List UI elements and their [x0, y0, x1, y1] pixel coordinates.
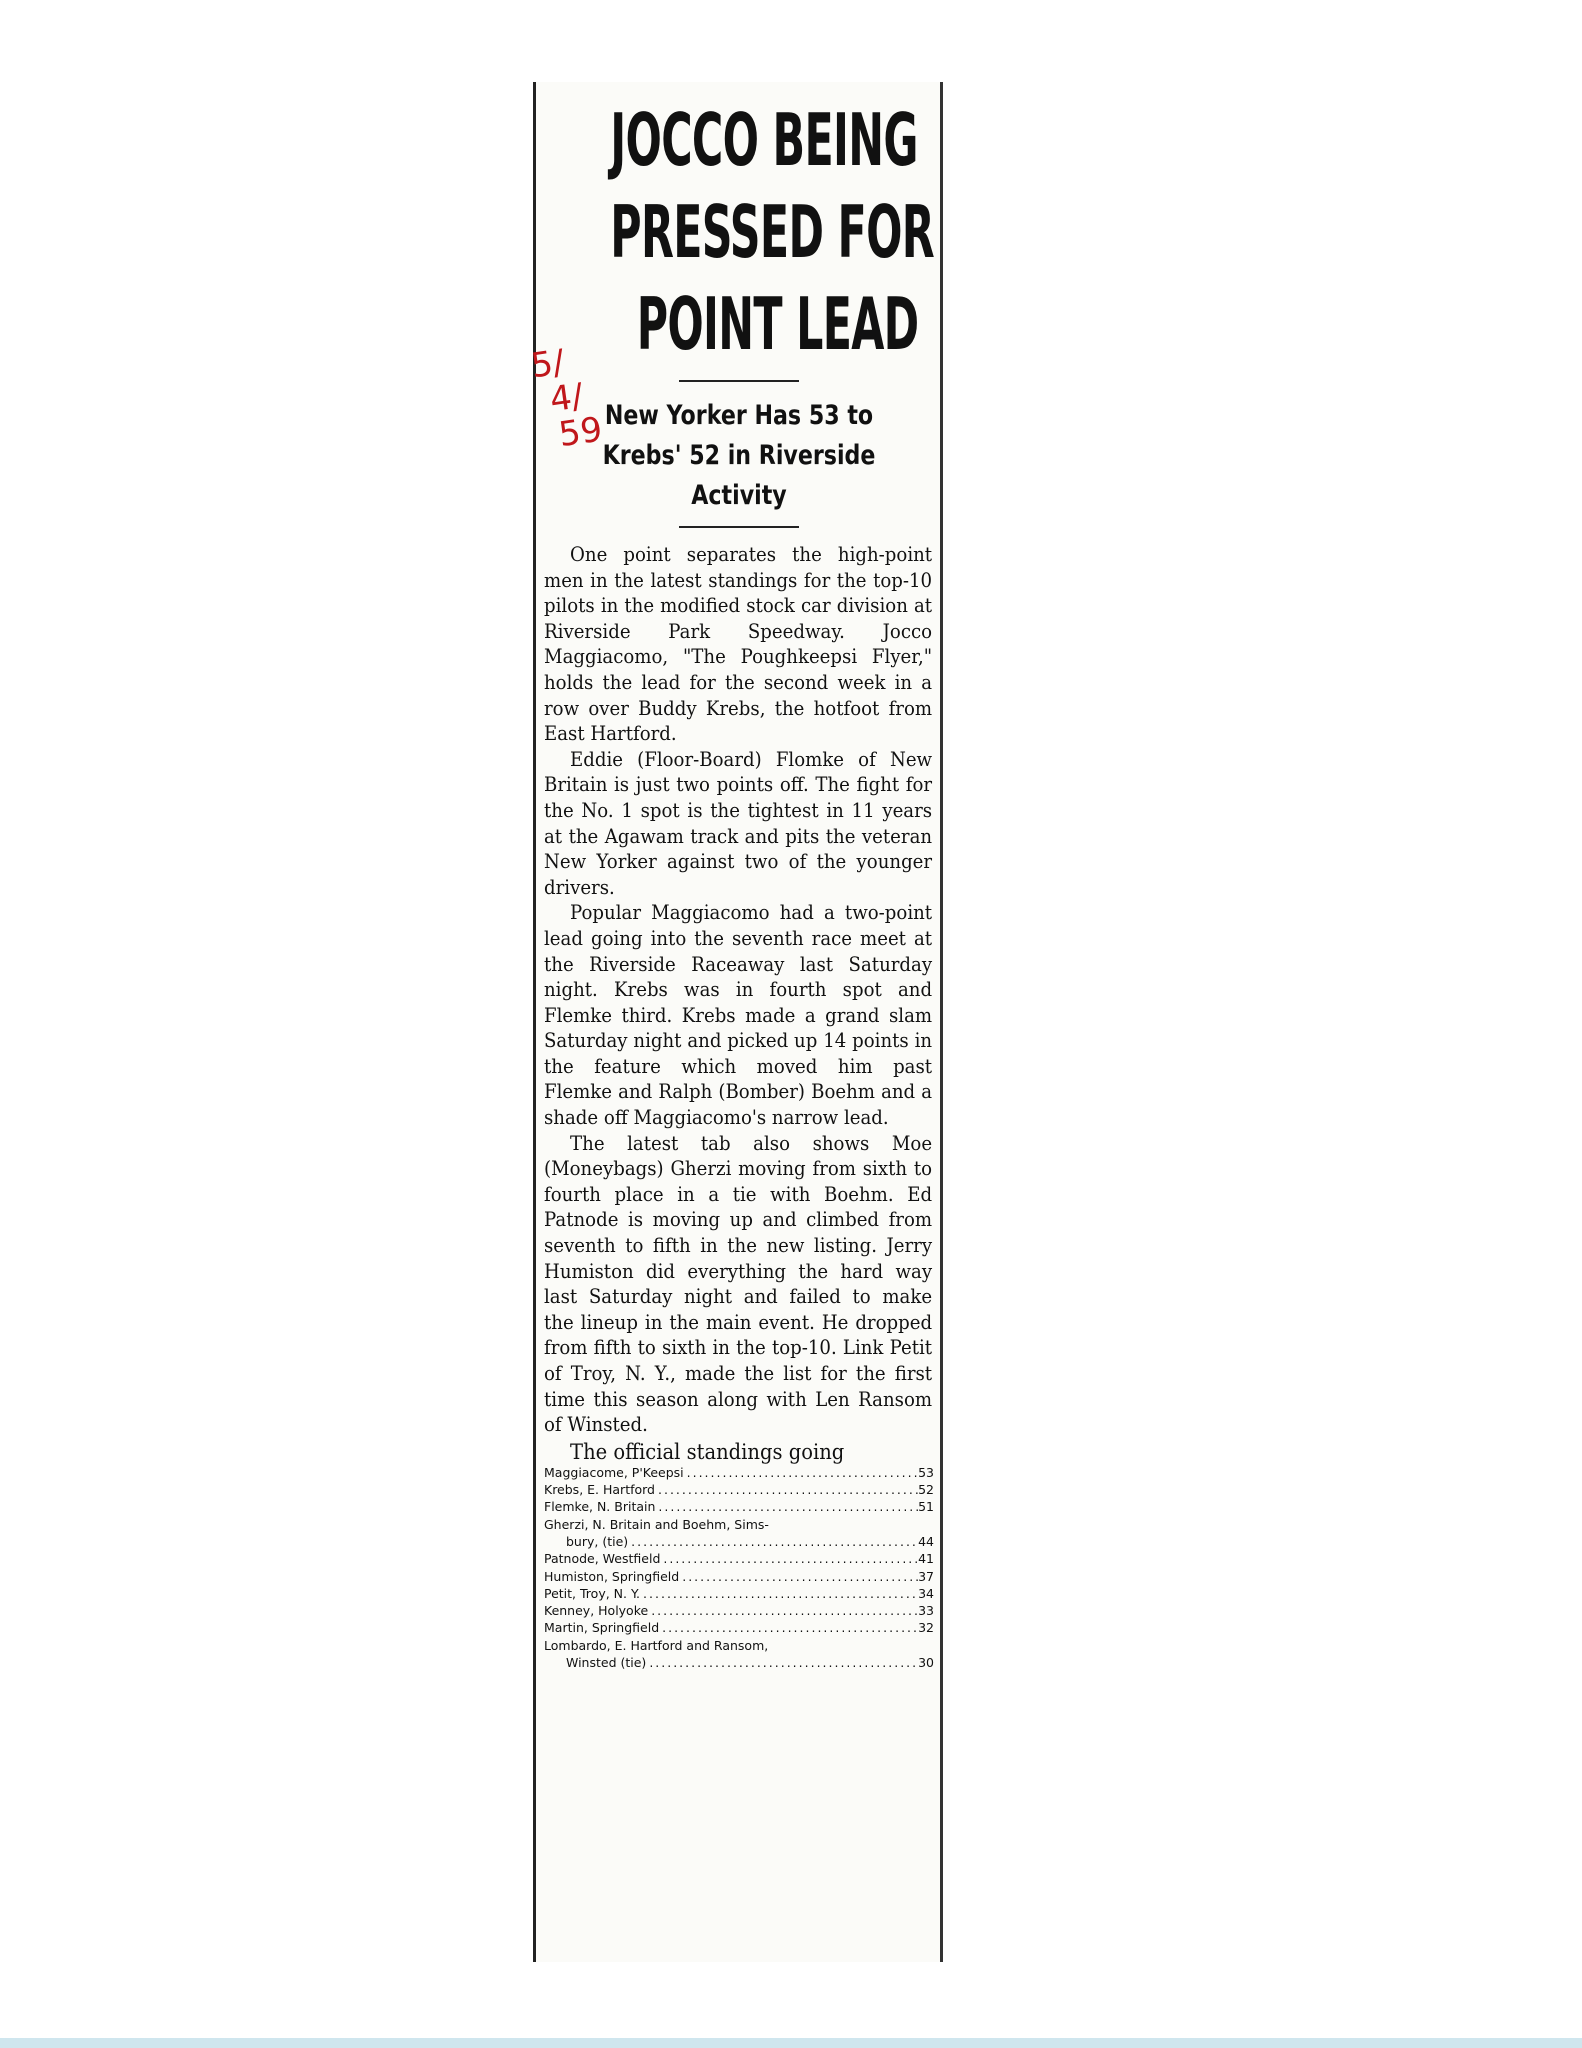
date-note-line: 59	[556, 409, 605, 456]
standings-row	[544, 1516, 934, 1533]
driver-name: Gherzi, N. Britain and Boehm, Sims-	[544, 1516, 769, 1532]
article-paragraph: Eddie (Floor-Board) Flomke of New Britain is just two points off. The fight for the No. 1 spot is the tightest in 11 years at the Agawam track and pits the veteran New Yorker against two of the younger drivers.	[544, 747, 933, 899]
standings-row	[544, 1619, 934, 1636]
headline	[544, 98, 935, 366]
driver-points: 44	[918, 1533, 934, 1549]
scan-edge	[0, 2038, 1582, 2048]
leader-dots	[660, 1550, 918, 1567]
standings-row	[544, 1550, 934, 1567]
driver-points: 33	[918, 1603, 934, 1619]
leader-dots	[628, 1533, 918, 1550]
driver-name: Kenney, Holyoke	[544, 1603, 649, 1619]
driver-points: 30	[918, 1655, 934, 1671]
driver-points: 34	[918, 1585, 934, 1601]
driver-points: 37	[918, 1568, 934, 1584]
headline-line: POINT LEAD	[636, 282, 919, 366]
standings-row	[544, 1533, 934, 1550]
date-note-line: 4/	[547, 375, 586, 421]
standings-rows	[544, 1464, 934, 1672]
leader-dots	[655, 1498, 918, 1515]
leader-dots	[655, 1481, 918, 1498]
subhead-line: Activity	[691, 480, 787, 511]
standings-row	[544, 1464, 934, 1481]
driver-name: Lombardo, E. Hartford and Ransom,	[544, 1637, 769, 1653]
subhead-line: Krebs' 52 in Riverside	[602, 440, 876, 471]
standings-row	[544, 1585, 934, 1602]
standings-row	[544, 1654, 934, 1671]
divider	[679, 380, 799, 382]
driver-name: bury, (tie)	[566, 1533, 629, 1549]
driver-points: 41	[918, 1551, 934, 1567]
newspaper-clipping	[528, 82, 943, 1962]
headline-line: PRESSED FOR	[610, 190, 935, 274]
article-paragraph: Popular Maggiacomo had a two-point lead going into the seventh race meet at the Riverside Raceaway last Saturday night. Krebs was in fourth spot and Flemke third. Krebs made a grand slam Saturday night and picked up 14 points in the feature which moved him past Flemke and Ralph (Bomber) Boehm and a shade off Maggiacomo's narrow lead.	[544, 901, 933, 1130]
date-note-line: 5/	[528, 342, 567, 387]
standings-table	[544, 1440, 934, 1672]
standings-row	[544, 1481, 934, 1498]
divider	[679, 526, 799, 528]
driver-name: Krebs, E. Hartford	[544, 1482, 655, 1498]
subhead-line: New Yorker Has 53 to	[604, 400, 874, 431]
leader-dots	[646, 1654, 918, 1671]
standings-row	[544, 1602, 934, 1619]
driver-points: 52	[918, 1482, 934, 1498]
driver-name: Petit, Troy, N. Y.	[544, 1585, 641, 1601]
driver-points: 53	[918, 1464, 934, 1480]
standings-row	[544, 1568, 934, 1585]
driver-points: 32	[918, 1620, 934, 1636]
driver-name: Patnode, Westfield	[544, 1551, 661, 1567]
leader-dots	[659, 1619, 918, 1636]
standings-intro: The official standings going	[570, 1439, 845, 1464]
article-paragraph: The latest tab also shows Moe (Moneybags) Gherzi moving from sixth to fourth place in a tie with Boehm. Ed Patnode is moving up and climbed from seventh to fifth in the new listing. Jerry Humiston did everything the hard way last Saturday night and failed to make the lineup in the main event. He dropped from fifth to sixth in the top-10. Link Petit of Troy, N. Y., made the list for the first time this season along with Len Ransom of Winsted.	[544, 1131, 933, 1437]
driver-points: 51	[918, 1499, 934, 1515]
headline-line: JOCCO BEING	[610, 98, 918, 182]
driver-name: Humiston, Springfield	[544, 1568, 680, 1584]
leader-dots	[648, 1602, 918, 1619]
leader-dots	[679, 1568, 918, 1585]
driver-name: Martin, Springfield	[544, 1620, 660, 1636]
standings-row	[544, 1637, 934, 1654]
driver-name: Maggiacome, P'Keepsi	[544, 1464, 684, 1480]
leader-dots	[640, 1585, 918, 1602]
leader-dots	[684, 1464, 918, 1481]
driver-name: Flemke, N. Britain	[544, 1499, 656, 1515]
article-paragraph: One point separates the high-point men in the latest standings for the top-10 pilots in the modified stock car division at Riverside Park Speedway. Jocco Maggiacomo, "The Poughkeepsi Flyer," holds the lead for the second week in a row over Buddy Krebs, the hotfoot from East Hartford.	[544, 543, 933, 746]
driver-name: Winsted (tie)	[566, 1655, 647, 1671]
standings-row	[544, 1498, 934, 1515]
subheadline	[579, 396, 899, 516]
